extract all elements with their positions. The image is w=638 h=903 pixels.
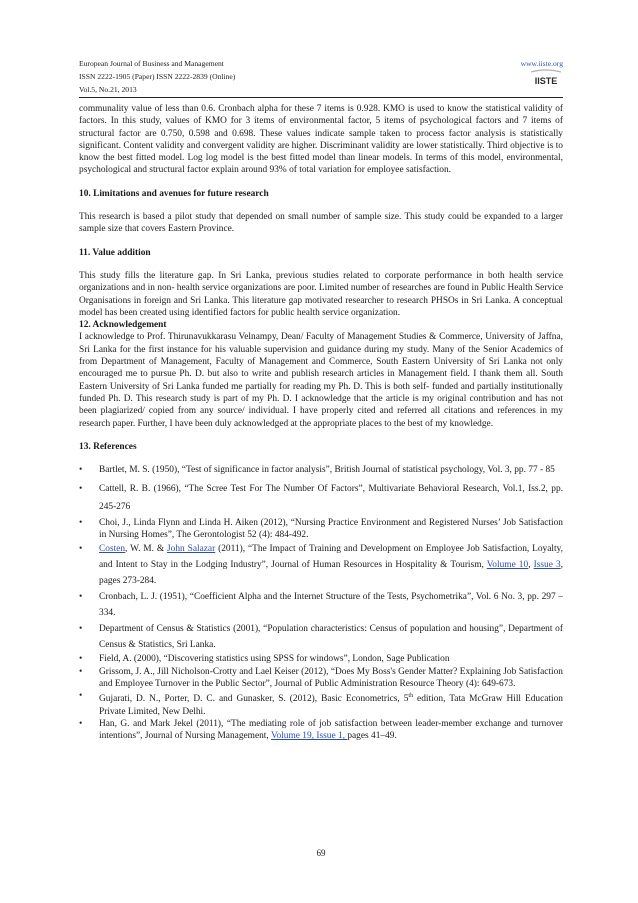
reference-item: • Field, A. (2000), “Discovering statistics using SPSS for windows”, London, Sage Publication	[79, 654, 450, 665]
reference-item: • Department of Census & Statistics (2001), “Population characteristics: Census of population and housing”, Department of Census & Statistics, Sri Lanka.	[79, 621, 563, 653]
bullet-icon: •	[79, 544, 83, 555]
paragraph-acknowledgement: I acknowledge to Prof. Thirunavukkarasu Velnampy, Dean/ Faculty of Management Studies & Commerce, University of Jaffna, Sri Lanka for the first instance for his valuable supervision and guidance during my study. Many of the Senior Academics of from Department of Management, Faculty of Management and Commerce, South Eastern University of Sri Lanka not only encouraged me to pursue Ph. D. but also to write and publish research articles in Management field. I thank them all. South Eastern University of Sri Lanka funded me partially for reading my Ph. D. This is both self- funded and partially institutionally funded Ph. D. This research study is part of my Ph. D. I acknowledge that the article is my original contribution and has not been plagiarized/ copied from any source/ individual. I have properly cited and referred all citations and references in my research paper. Further, I have been duly acknowledged at the appropriate places to the best of my knowledge.	[79, 332, 563, 429]
paragraph-conclusion: communality value of less than 0.6. Cronbach alpha for these 7 items is 0.928. KMO is used to know the statistical validity of factors. In this study, values of KMO for 3 items of environmental factor, 5 items of psychological factors and 7 items of structural factor are 0.750, 0.598 and 0.698. These values indicate sample taken to process factor analysis is statistically significant. Content validity and convergent validity are higher. Discriminant validity are lower statistically. Third objective is to know the best fitted model. Log log model is the best fitted model than linear models. In terms of this model, environmental, psychological and structural factor explain around 93% of total variation for employee satisfaction.	[79, 104, 563, 176]
paragraph-limitations: This research is based a pilot study that depended on small number of sample size. This study could be expanded to a larger sample size that covers Eastern Province.	[79, 212, 563, 235]
bullet-icon: •	[79, 624, 83, 635]
volume-line: Vol.5, No.21, 2013	[79, 85, 137, 94]
header-divider	[79, 97, 563, 98]
bullet-icon: •	[79, 483, 83, 494]
reference-list	[79, 461, 563, 742]
iiste-logo-icon	[529, 69, 563, 89]
reference-item: • Grissom, J. A., Jill Nicholson-Crotty and Lael Keiser (2012), “Does My Boss's Gender Matter? Explaining Job Satisfaction and Employee Turnover in the Public Sector”, Journal of Public Administration Resource Theory (4): 649-673.	[79, 666, 563, 689]
reference-item: • Cronbach, L. J. (1951), “Coefficient Alpha and the Internet Structure of the Tests, Psychometrika”, Vol. 6 No. 3, pp. 297 – 334.	[79, 589, 563, 621]
journal-name: European Journal of Business and Management	[79, 59, 224, 68]
bullet-icon: •	[79, 691, 83, 702]
reference-item: • Choi, J., Linda Flynn and Linda H. Aiken (2012), “Nursing Practice Environment and Registered Nurses’ Job Satisfaction in Nursing Homes”, The Gerontologist 52 (4): 484-492.	[79, 517, 563, 540]
paragraph-value-addition: This study fills the literature gap. In Sri Lanka, previous studies related to corporate performance in both health service organizations and in non- health service organizations are poor. Limited number of researches are found in Public Health Service Organisations in foreign and Sri Lanka. This literature gap motivated researcher to research PHSOs in Sri Lanka. A conceptual model has been created using identified factors for public health service organization.	[79, 270, 563, 318]
link-john-salazar[interactable]: John Salazar	[167, 544, 216, 555]
reference-item: • Cattell, R. B. (1966), “The Scree Test For The Number Of Factors”, Multivariate Behavioral Research, Vol.1, Iss.2, pp. 245-276	[79, 480, 563, 517]
running-header	[79, 57, 563, 96]
reference-item: • Han, G. and Mark Jekel (2011), “The mediating role of job satisfaction between leader-member exchange and turnover intentions”, Journal of Nursing Management, Volume 19, Issue 1, pages 41–49.	[79, 718, 563, 742]
heading-value-addition: 11. Value addition	[79, 247, 151, 258]
heading-references: 13. References	[79, 441, 137, 452]
bullet-icon: •	[79, 592, 83, 603]
link-costen[interactable]: Costen	[99, 544, 126, 555]
bullet-icon: •	[79, 666, 83, 677]
logo-text: IISTE	[534, 76, 558, 86]
heading-limitations: 10. Limitations and avenues for future research	[79, 188, 269, 199]
link-issue-3[interactable]: Issue 3	[533, 560, 561, 571]
issn-line: ISSN 2222-1905 (Paper) ISSN 2222-2839 (Online)	[79, 72, 236, 81]
page-number: 69	[316, 848, 326, 858]
link-volume-19-issue-1[interactable]: Volume 19, Issue 1,	[270, 731, 348, 742]
bullet-icon: •	[79, 517, 83, 528]
reference-item: • Gujarati, D. N., Porter, D. C. and Gunasker, S. (2012), Basic Econometrics, 5th edition, Tata McGraw Hill Education Private Limited, New Delhi.	[79, 691, 563, 717]
link-volume-10[interactable]: Volume 10	[486, 560, 529, 571]
journal-url-link[interactable]: www.iiste.org	[520, 59, 563, 68]
bullet-icon: •	[79, 465, 83, 476]
main-content	[79, 103, 563, 742]
heading-acknowledgement: 12. Acknowledgement	[79, 320, 167, 331]
reference-item: • Bartlet, M. S. (1950), “Test of significance in factor analysis”, British Journal of statistical psychology, Vol. 3, pp. 77 - 85	[79, 461, 563, 480]
bullet-icon: •	[79, 654, 83, 665]
reference-item: • Costen, W. M. & John Salazar (2011), “The Impact of Training and Development on Employee Job Satisfaction, Loyalty, and Intent to Stay in the Lodging Industry”, Journal of Human Resources in Hospitality & Tourism, Volume 10, Issue 3, pages 273-284.	[79, 541, 563, 589]
bullet-icon: •	[79, 718, 83, 729]
